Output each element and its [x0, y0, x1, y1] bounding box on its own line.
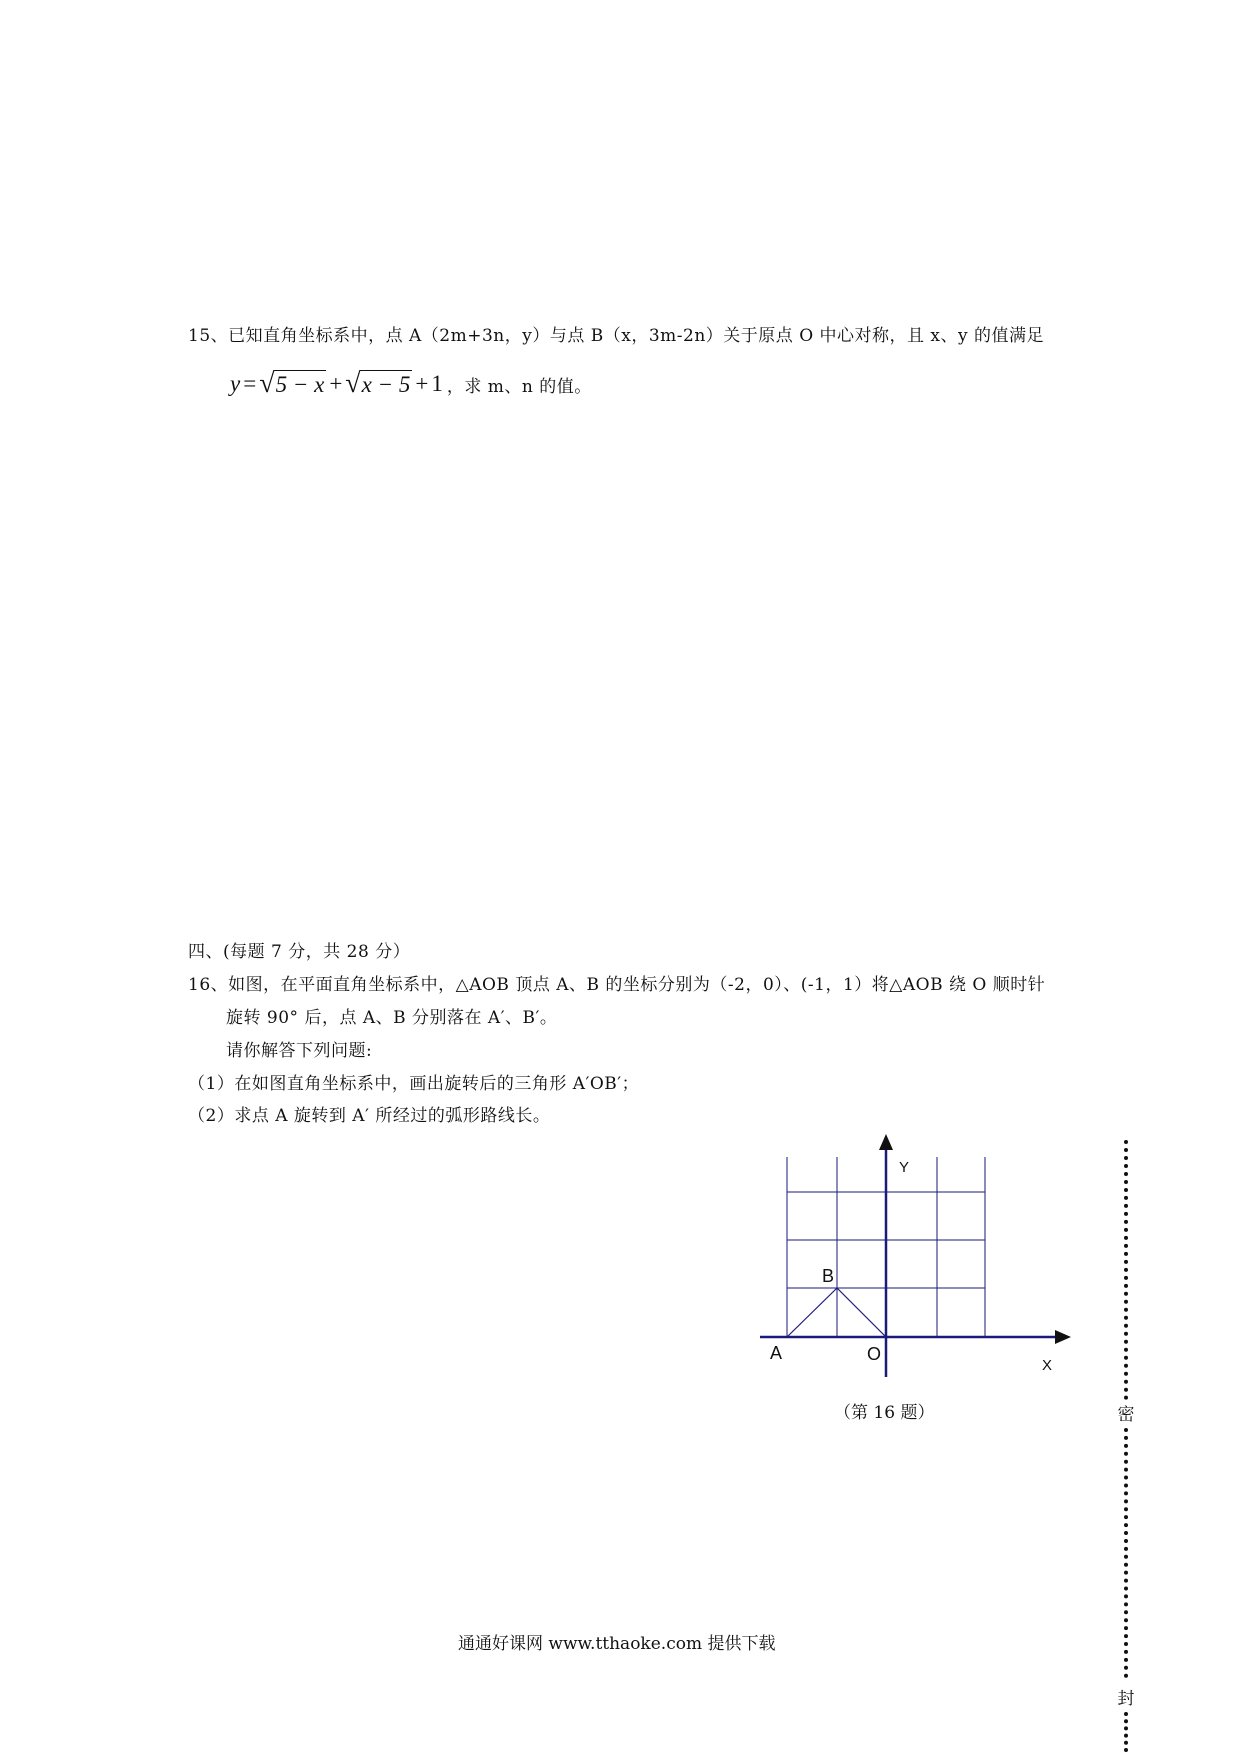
q16-part2: （2）求点 A 旋转到 A′ 所经过的弧形路线长。 [188, 1106, 551, 1126]
segment-bo [837, 1288, 886, 1337]
q16-part1: （1）在如图直角坐标系中，画出旋转后的三角形 A′OB′； [188, 1074, 640, 1094]
x-axis-arrow-icon [1055, 1330, 1071, 1344]
formula-lhs: y [230, 371, 241, 396]
binding-dotted-line-upper [1124, 1140, 1128, 1400]
radical-sign-icon: √ [259, 368, 275, 400]
formula-radical-1 [259, 370, 326, 399]
q15-formula-line [230, 366, 592, 402]
formula-plus-1: + [329, 371, 343, 396]
binding-char-mi: 密 [1115, 1400, 1137, 1425]
q16-coordinate-figure [750, 1130, 1080, 1390]
formula-constant: 1 [431, 371, 443, 396]
q15-formula-tail: ，求 m、n 的值。 [446, 376, 592, 397]
segment-ab [787, 1288, 837, 1337]
formula-plus-2: + [415, 371, 429, 396]
binding-dotted-line-bottom [1124, 1712, 1128, 1752]
radical-sign-icon: √ [345, 368, 361, 400]
point-o-label: O [867, 1344, 882, 1364]
q16-text-line2: 旋转 90° 后，点 A、B 分别落在 A′、B′。 [226, 1008, 558, 1028]
q15-text-line1: 15、已知直角坐标系中，点 A（2m+3n，y）与点 B（x，3m-2n）关于原点 O 中心对称，且 x、y 的值满足 [188, 326, 1045, 346]
point-a-label: A [770, 1343, 783, 1363]
section4-heading: 四、(每题 7 分，共 28 分） [188, 942, 411, 962]
formula-radical-2 [345, 370, 412, 399]
binding-char-feng: 封 [1115, 1684, 1137, 1709]
figure-caption: （第 16 题） [834, 1403, 935, 1423]
y-axis-label: Y [899, 1159, 910, 1176]
y-axis-arrow-icon [879, 1134, 893, 1150]
q16-text-line3: 请你解答下列问题: [226, 1041, 373, 1061]
footer-source: 通通好课网 www.tthaoke.com 提供下载 [458, 1634, 776, 1654]
q15-formula [230, 370, 443, 399]
formula-radicand-2: x − 5 [361, 371, 411, 397]
binding-dotted-line-lower [1124, 1428, 1128, 1678]
formula-radicand-1: 5 − x [275, 371, 325, 397]
formula-equals: = [243, 371, 257, 396]
q16-text-line1: 16、如图，在平面直角坐标系中，△AOB 顶点 A、B 的坐标分别为（-2，0）、(-1，1）将△AOB 绕 O 顺时针 [188, 975, 1046, 995]
point-b-label: B [822, 1266, 835, 1286]
x-axis-label: X [1042, 1357, 1053, 1374]
axes [760, 1134, 1071, 1377]
